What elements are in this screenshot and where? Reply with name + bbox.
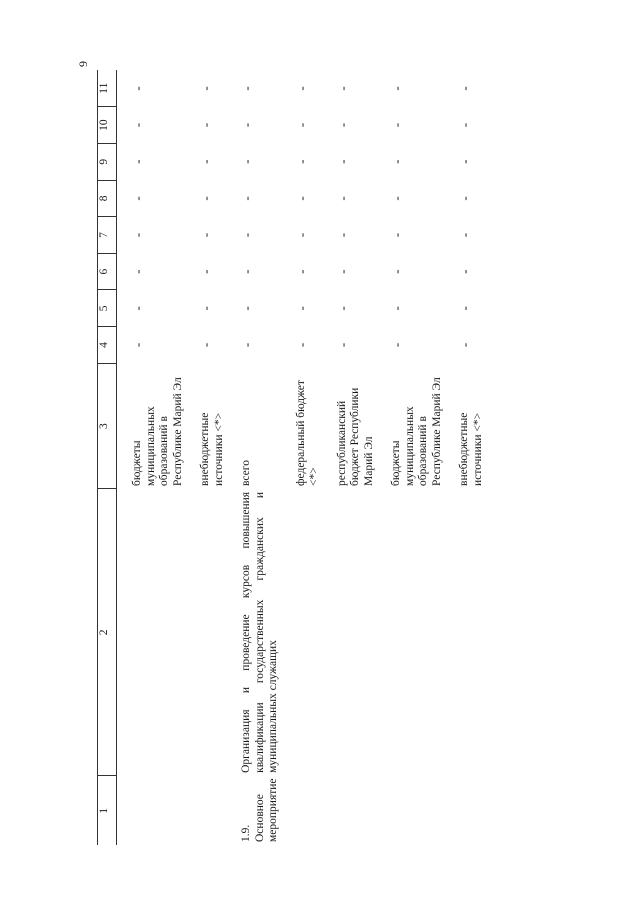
spacer-row xyxy=(185,70,199,845)
activity-number-cell xyxy=(199,776,226,845)
header-cell: 10 xyxy=(98,107,117,144)
activity-number-cell xyxy=(336,776,377,845)
value-cell: - xyxy=(293,306,309,311)
value-cell: - xyxy=(130,196,145,201)
value-cell: - xyxy=(389,86,404,91)
activity-name-cell xyxy=(131,489,185,776)
value-cell: - xyxy=(334,269,350,274)
funding-source-cell: внебюджетные источники <*> xyxy=(458,412,484,486)
value-cell: - xyxy=(198,306,213,311)
value-cell: - xyxy=(389,196,404,201)
activity-name-cell xyxy=(390,489,444,776)
value-cell: - xyxy=(457,232,472,238)
header-cell: 2 xyxy=(98,489,117,776)
value-cell: - xyxy=(457,159,472,164)
header-row xyxy=(98,70,117,845)
value-cell: - xyxy=(130,306,145,311)
value-cell: - xyxy=(130,342,145,348)
activity-number-cell xyxy=(458,776,485,845)
spacer-row xyxy=(281,70,295,845)
table-row xyxy=(199,70,226,845)
value-cell: - xyxy=(130,269,145,274)
value-cell: - xyxy=(293,232,309,238)
value-cell: - xyxy=(130,122,145,128)
header-cell: 5 xyxy=(98,290,117,327)
activity-number-cell xyxy=(295,776,322,845)
value-cell: - xyxy=(198,86,213,91)
activity-name-cell xyxy=(199,489,226,776)
activity-name-cell xyxy=(295,489,322,776)
value-cell: - xyxy=(334,122,350,128)
value-cell: - xyxy=(389,159,404,164)
value-cell: - xyxy=(334,232,350,238)
table-row xyxy=(240,70,281,845)
value-cell: - xyxy=(334,86,350,91)
value-cell: - xyxy=(239,269,254,274)
value-cell: - xyxy=(293,86,309,91)
value-cell: - xyxy=(389,342,404,348)
value-cell: - xyxy=(130,232,145,238)
value-cell: - xyxy=(334,196,350,201)
value-cell: - xyxy=(293,342,309,348)
activity-number-cell: 1.9. Основное мероприятие xyxy=(240,778,279,842)
header-cell: 8 xyxy=(98,180,117,217)
value-cell: - xyxy=(198,342,213,348)
header-cell: 4 xyxy=(98,327,117,364)
value-cell: - xyxy=(130,159,145,164)
value-cell: - xyxy=(239,159,254,164)
value-cell: - xyxy=(457,86,472,91)
table-row xyxy=(131,70,185,845)
value-cell: - xyxy=(457,269,472,274)
header-cell: 1 xyxy=(98,776,117,845)
spacer-row xyxy=(117,70,132,845)
value-cell: - xyxy=(457,122,472,128)
page-number: 9 xyxy=(76,61,90,67)
value-cell: - xyxy=(198,269,213,274)
spacer-row xyxy=(444,70,458,845)
rotated-table-container xyxy=(97,70,527,845)
value-cell: - xyxy=(457,342,472,348)
value-cell: - xyxy=(293,122,309,128)
header-cell: 9 xyxy=(98,143,117,180)
funding-source-cell: внебюджетные источники <*> xyxy=(199,412,225,486)
value-cell: - xyxy=(239,342,254,348)
value-cell: - xyxy=(198,232,213,238)
value-cell: - xyxy=(130,86,145,91)
table-row xyxy=(390,70,444,845)
table-row xyxy=(458,70,485,845)
value-cell: - xyxy=(457,306,472,311)
activity-name-cell: Организация и проведение курсов повышения квалификации государственных гражданских и муниципальных служащих xyxy=(240,491,279,773)
value-cell: - xyxy=(389,232,404,238)
activity-number-cell xyxy=(131,776,185,845)
value-cell: - xyxy=(239,232,254,238)
activity-name-cell xyxy=(336,489,377,776)
value-cell: - xyxy=(293,196,309,201)
table-row xyxy=(336,70,377,845)
funding-source-cell: федеральный бюджет <*> xyxy=(294,380,320,486)
header-cell: 7 xyxy=(98,217,117,254)
value-cell: - xyxy=(198,122,213,128)
value-cell: - xyxy=(334,159,350,164)
program-table xyxy=(97,70,499,845)
value-cell: - xyxy=(389,122,404,128)
value-cell: - xyxy=(239,122,254,128)
funding-source-cell: всего xyxy=(240,460,252,486)
header-cell: 6 xyxy=(98,253,117,290)
value-cell: - xyxy=(457,196,472,201)
value-cell: - xyxy=(334,342,350,348)
activity-name-cell xyxy=(458,489,485,776)
spacer-row xyxy=(376,70,390,845)
value-cell: - xyxy=(198,196,213,201)
value-cell: - xyxy=(293,159,309,164)
table-header xyxy=(98,70,117,845)
value-cell: - xyxy=(389,269,404,274)
value-cell: - xyxy=(239,306,254,311)
funding-source-cell: республиканский бюджет Республики Марий Эл xyxy=(335,387,375,486)
value-cell: - xyxy=(293,269,309,274)
header-cell: 11 xyxy=(98,70,117,107)
spacer-row xyxy=(485,70,499,845)
header-cell: 3 xyxy=(98,363,117,489)
value-cell: - xyxy=(334,306,350,311)
spacer-row xyxy=(322,70,336,845)
activity-number-cell xyxy=(390,776,444,845)
table-body xyxy=(117,70,500,845)
funding-source-cell: бюджеты муниципальных образований в Республике Марий Эл xyxy=(390,377,443,486)
value-cell: - xyxy=(239,86,254,91)
table-row xyxy=(295,70,322,845)
value-cell: - xyxy=(239,196,254,201)
spacer-row xyxy=(226,70,240,845)
value-cell: - xyxy=(198,159,213,164)
value-cell: - xyxy=(389,306,404,311)
funding-source-cell: бюджеты муниципальных образований в Республике Марий Эл xyxy=(131,377,184,486)
